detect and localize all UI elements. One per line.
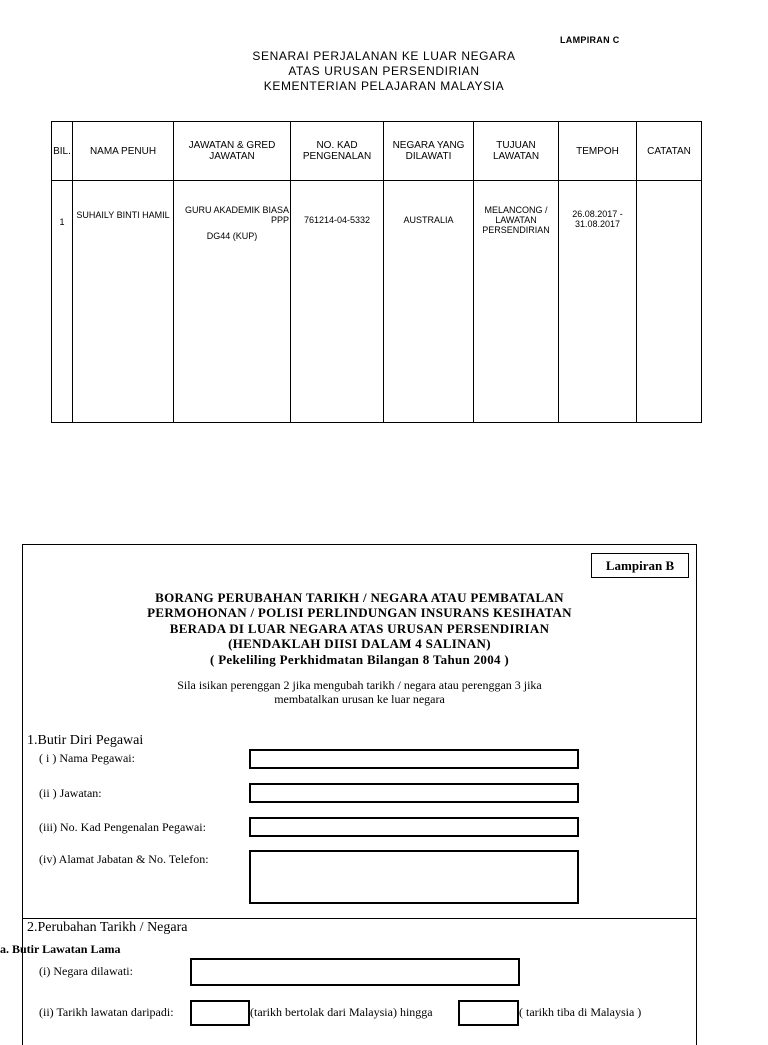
field-label-tarikh-lawatan: (ii) Tarikh lawatan daripadi:: [39, 1005, 174, 1019]
page1-title-line-2: ATAS URUSAN PERSENDIRIAN: [288, 64, 480, 78]
form-title-line-2: PERMOHONAN / POLISI PERLINDUNGAN INSURANS KESIHATAN: [147, 605, 572, 620]
cell-bil: 1: [59, 217, 65, 227]
lampiran-c-label: LAMPIRAN C: [560, 35, 620, 45]
bertolak-text: (tarikh bertolak dari Malaysia) hingga: [250, 1005, 433, 1019]
nama-pegawai-field[interactable]: [249, 749, 579, 769]
header-tempoh: TEMPOH: [559, 122, 637, 181]
cell-negara: AUSTRALIA: [403, 215, 454, 225]
cell-tempoh: 26.08.2017 - 31.08.2017: [572, 209, 623, 229]
cell-jawatan-line-2: DG44 (KUP): [206, 231, 258, 241]
section-divider: [22, 918, 697, 919]
field-label-alamat: (iv) Alamat Jabatan & No. Telefon:: [39, 852, 209, 866]
page1-title-line-3: KEMENTERIAN PELAJARAN MALAYSIA: [263, 79, 505, 93]
lampiran-b-label: Lampiran B: [591, 553, 689, 578]
page1-title-line-1: SENARAI PERJALANAN KE LUAR NEGARA: [252, 49, 516, 63]
cell-jawatan: [175, 181, 289, 241]
field-label-ic: (iii) No. Kad Pengenalan Pegawai:: [39, 820, 206, 834]
form-title-line-5: ( Pekeliling Perkhidmatan Bilangan 8 Tahun 2004 ): [210, 652, 509, 667]
header-no-kad-pengenalan: NO. KAD PENGENALAN: [291, 122, 384, 181]
header-negara-dilawati: NEGARA YANG DILAWATI: [384, 122, 474, 181]
tarikh-bertolak-field[interactable]: [190, 1000, 250, 1026]
header-nama-penuh: NAMA PENUH: [73, 122, 174, 181]
field-label-jawatan: (ii ) Jawatan:: [39, 786, 102, 800]
section-1-heading: 1.Butir Diri Pegawai: [27, 733, 144, 748]
header-bil: BIL.: [52, 122, 73, 181]
cell-jawatan-line-1: GURU AKADEMIK BIASA PPP: [184, 205, 289, 225]
field-label-nama: ( i ) Nama Pegawai:: [39, 751, 135, 765]
field-label-negara-dilawati: (i) Negara dilawati:: [39, 964, 133, 978]
negara-dilawati-field[interactable]: [190, 958, 520, 986]
cell-nama: SUHAILY BINTI HAMIL: [76, 210, 170, 220]
cell-tujuan: MELANCONG / LAWATAN PERSENDIRIAN: [482, 205, 550, 235]
section-2-heading: 2.Perubahan Tarikh / Negara: [27, 920, 188, 935]
cell-ic: 761214-04-5332: [303, 215, 371, 225]
no-kad-pengenalan-field[interactable]: [249, 817, 579, 837]
alamat-jabatan-field[interactable]: [249, 850, 579, 904]
tarikh-tiba-field[interactable]: [458, 1000, 519, 1026]
tiba-text: ( tarikh tiba di Malaysia ): [519, 1005, 642, 1019]
table-row: [52, 181, 702, 423]
travel-list-table: [51, 121, 702, 423]
jawatan-field[interactable]: [249, 783, 579, 803]
form-title-line-3: BERADA DI LUAR NEGARA ATAS URUSAN PERSENDIRIAN: [169, 621, 550, 636]
form-title-line-1: BORANG PERUBAHAN TARIKH / NEGARA ATAU PEMBATALAN: [155, 590, 564, 605]
header-catatan: CATATAN: [637, 122, 702, 181]
header-jawatan-gred: JAWATAN & GRED JAWATAN: [174, 122, 291, 181]
form-note-line-2: membatalkan urusan ke luar negara: [274, 692, 445, 706]
table-header-row: [52, 122, 702, 181]
header-tujuan-lawatan: TUJUAN LAWATAN: [474, 122, 559, 181]
section-2a-heading: a. Butir Lawatan Lama: [0, 942, 121, 956]
form-title-line-4: (HENDAKLAH DIISI DALAM 4 SALINAN): [228, 636, 491, 651]
cell-catatan: [638, 181, 700, 205]
form-note-line-1: Sila isikan perenggan 2 jika mengubah tarikh / negara atau perenggan 3 jika: [177, 678, 542, 692]
